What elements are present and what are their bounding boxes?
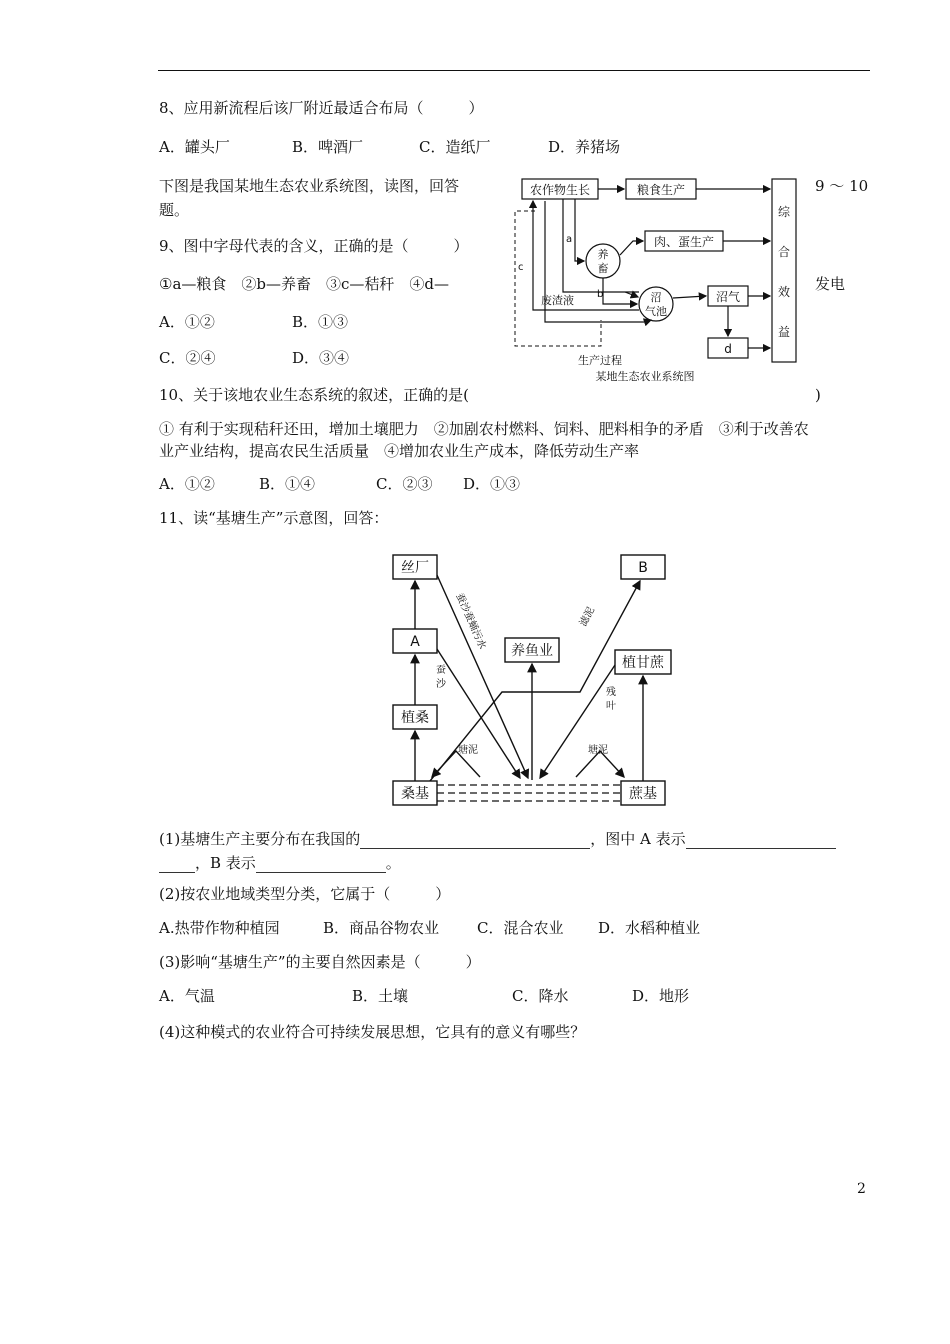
q8-option-c: C．造纸厂 [419, 138, 491, 156]
waste-label: 废渣液 [541, 294, 574, 307]
header-rule [158, 70, 870, 71]
pool-label-1: 沼 [650, 291, 662, 304]
leaves-2: 叶 [606, 701, 616, 712]
q11-p1-line1 [159, 829, 836, 849]
q8-option-d: D．养猪场 [548, 138, 621, 156]
silk-label: 丝厂 [401, 560, 429, 576]
q9-option-a: A．①② [159, 313, 215, 331]
q8-option-a: A．罐头厂 [159, 138, 230, 156]
a-label: a [566, 234, 573, 245]
fish-label: 养鱼业 [511, 643, 553, 659]
q11-p2-option-d: D．水稻种植业 [598, 919, 701, 937]
eco-agriculture-diagram [505, 170, 805, 388]
q11-p3-option-a: A．气温 [159, 987, 215, 1005]
q10-option-c: C．②③ [376, 475, 433, 493]
q9-items: ①a—粮食 ②b—养畜 ③c—秸秆 ④d— [159, 275, 449, 293]
livestock-label-1: 养 [597, 248, 609, 261]
q11-p2-option-a: A.热带作物种植园 [159, 919, 280, 937]
benefit-label-1: 综 [777, 205, 791, 219]
q11-p1-line2 [159, 853, 401, 873]
silkworm-sand-1: 蚕 [436, 665, 446, 676]
q9-stem: 9、图中字母代表的含义，正确的是（ ） [159, 237, 469, 255]
q10-stem-close: ) [815, 386, 821, 404]
b-label: B [638, 560, 648, 576]
q8-option-b: B．啤酒厂 [292, 138, 364, 156]
q11-p2-option-b: B．商品谷物农业 [323, 919, 440, 937]
q10-stem: 10、关于该地农业生态系统的叙述，正确的是( [159, 386, 469, 404]
b-label: b [597, 289, 604, 300]
q9-option-b: B．①③ [292, 313, 349, 331]
q8-stem: 8、应用新流程后该厂附近最适合布局（ ） [159, 99, 484, 117]
q10-option-b: B．①④ [259, 475, 316, 493]
q9-items-tail: 发电 [815, 275, 846, 293]
benefit-label-2: 合 [777, 245, 791, 259]
process-label: 生产过程 [578, 354, 622, 367]
meat-label: 肉、蛋生产 [653, 235, 715, 249]
q11-blank-a-2[interactable] [159, 856, 195, 873]
c-label: c [518, 262, 524, 273]
diagram1-caption: 某地生态农业系统图 [595, 370, 695, 383]
silk-waste-label: 蚕沙蚕蛹污水 [453, 591, 488, 652]
grain-label: 粮食生产 [636, 183, 686, 197]
q11-p1-a: (1)基塘生产主要分布在我国的 [159, 830, 361, 848]
intro-line1: 下图是我国某地生态农业系统图，读图，回答 [159, 177, 460, 195]
q11-blank-region[interactable] [360, 832, 590, 849]
q11-blank-a-1[interactable] [686, 832, 836, 849]
q11-p1-b: ，图中 A 表示 [590, 830, 686, 848]
crop-label: 农作物生长 [529, 183, 591, 197]
livestock-label-2: 畜 [597, 262, 609, 275]
benefit-label-3: 效 [777, 285, 791, 299]
sugarcane-label: 植甘蔗 [622, 655, 664, 671]
q9-option-d: D．③④ [292, 349, 350, 367]
silkworm-sand-2: 沙 [436, 679, 446, 690]
q11-p1-c: ，B 表示 [195, 854, 256, 872]
q11-blank-b[interactable] [256, 856, 386, 873]
a-label: A [410, 634, 420, 650]
q11-p3-option-c: C．降水 [512, 987, 569, 1005]
intro-range: 9 ～ 10 [815, 177, 869, 195]
cane-base-label: 蔗基 [629, 786, 657, 802]
intro-line2: 题。 [159, 201, 190, 219]
mulberry-label: 植桑 [401, 710, 429, 726]
biogas-label: 沼气 [715, 290, 741, 304]
sludge-left-label: 塘泥 [458, 745, 478, 756]
mulberry-base-label: 桑基 [401, 786, 429, 802]
q11-p2-option-c: C．混合农业 [477, 919, 564, 937]
sludge-right-label: 塘泥 [588, 745, 608, 756]
q9-option-c: C．②④ [159, 349, 216, 367]
q11-p4: (4)这种模式的农业符合可持续发展思想，它具有的意义有哪些？ [159, 1023, 586, 1041]
q11-p1-d: 。 [385, 854, 401, 872]
q10-items-line1: ① 有利于实现秸秆还田，增加土壤肥力 ②加剧农村燃料、饲料、肥料相争的矛盾 ③利于改善农 [159, 420, 809, 438]
q10-items-line2: 业产业结构，提高农民生活质量 ④增加农业生产成本，降低劳动生产率 [159, 442, 640, 460]
q11-p3: (3)影响“基塘生产”的主要自然因素是（ ） [159, 953, 481, 971]
q11-p2: (2)按农业地域类型分类，它属于（ ） [159, 885, 451, 903]
sludge-top-label: 滤泥 [577, 605, 598, 629]
q11-p3-option-b: B．土壤 [352, 987, 409, 1005]
benefit-label-4: 益 [777, 325, 791, 339]
pool-label-2: 气池 [645, 305, 667, 318]
q11-p3-option-d: D．地形 [632, 987, 690, 1005]
q11-stem: 11、读“基塘生产”示意图，回答： [159, 509, 389, 527]
q10-option-a: A．①② [159, 475, 215, 493]
page-number: 2 [857, 1181, 866, 1197]
dike-pond-diagram [380, 545, 680, 813]
q10-option-d: D．①③ [463, 475, 521, 493]
d-label: d [724, 342, 732, 356]
leaves-1: 残 [606, 687, 616, 698]
